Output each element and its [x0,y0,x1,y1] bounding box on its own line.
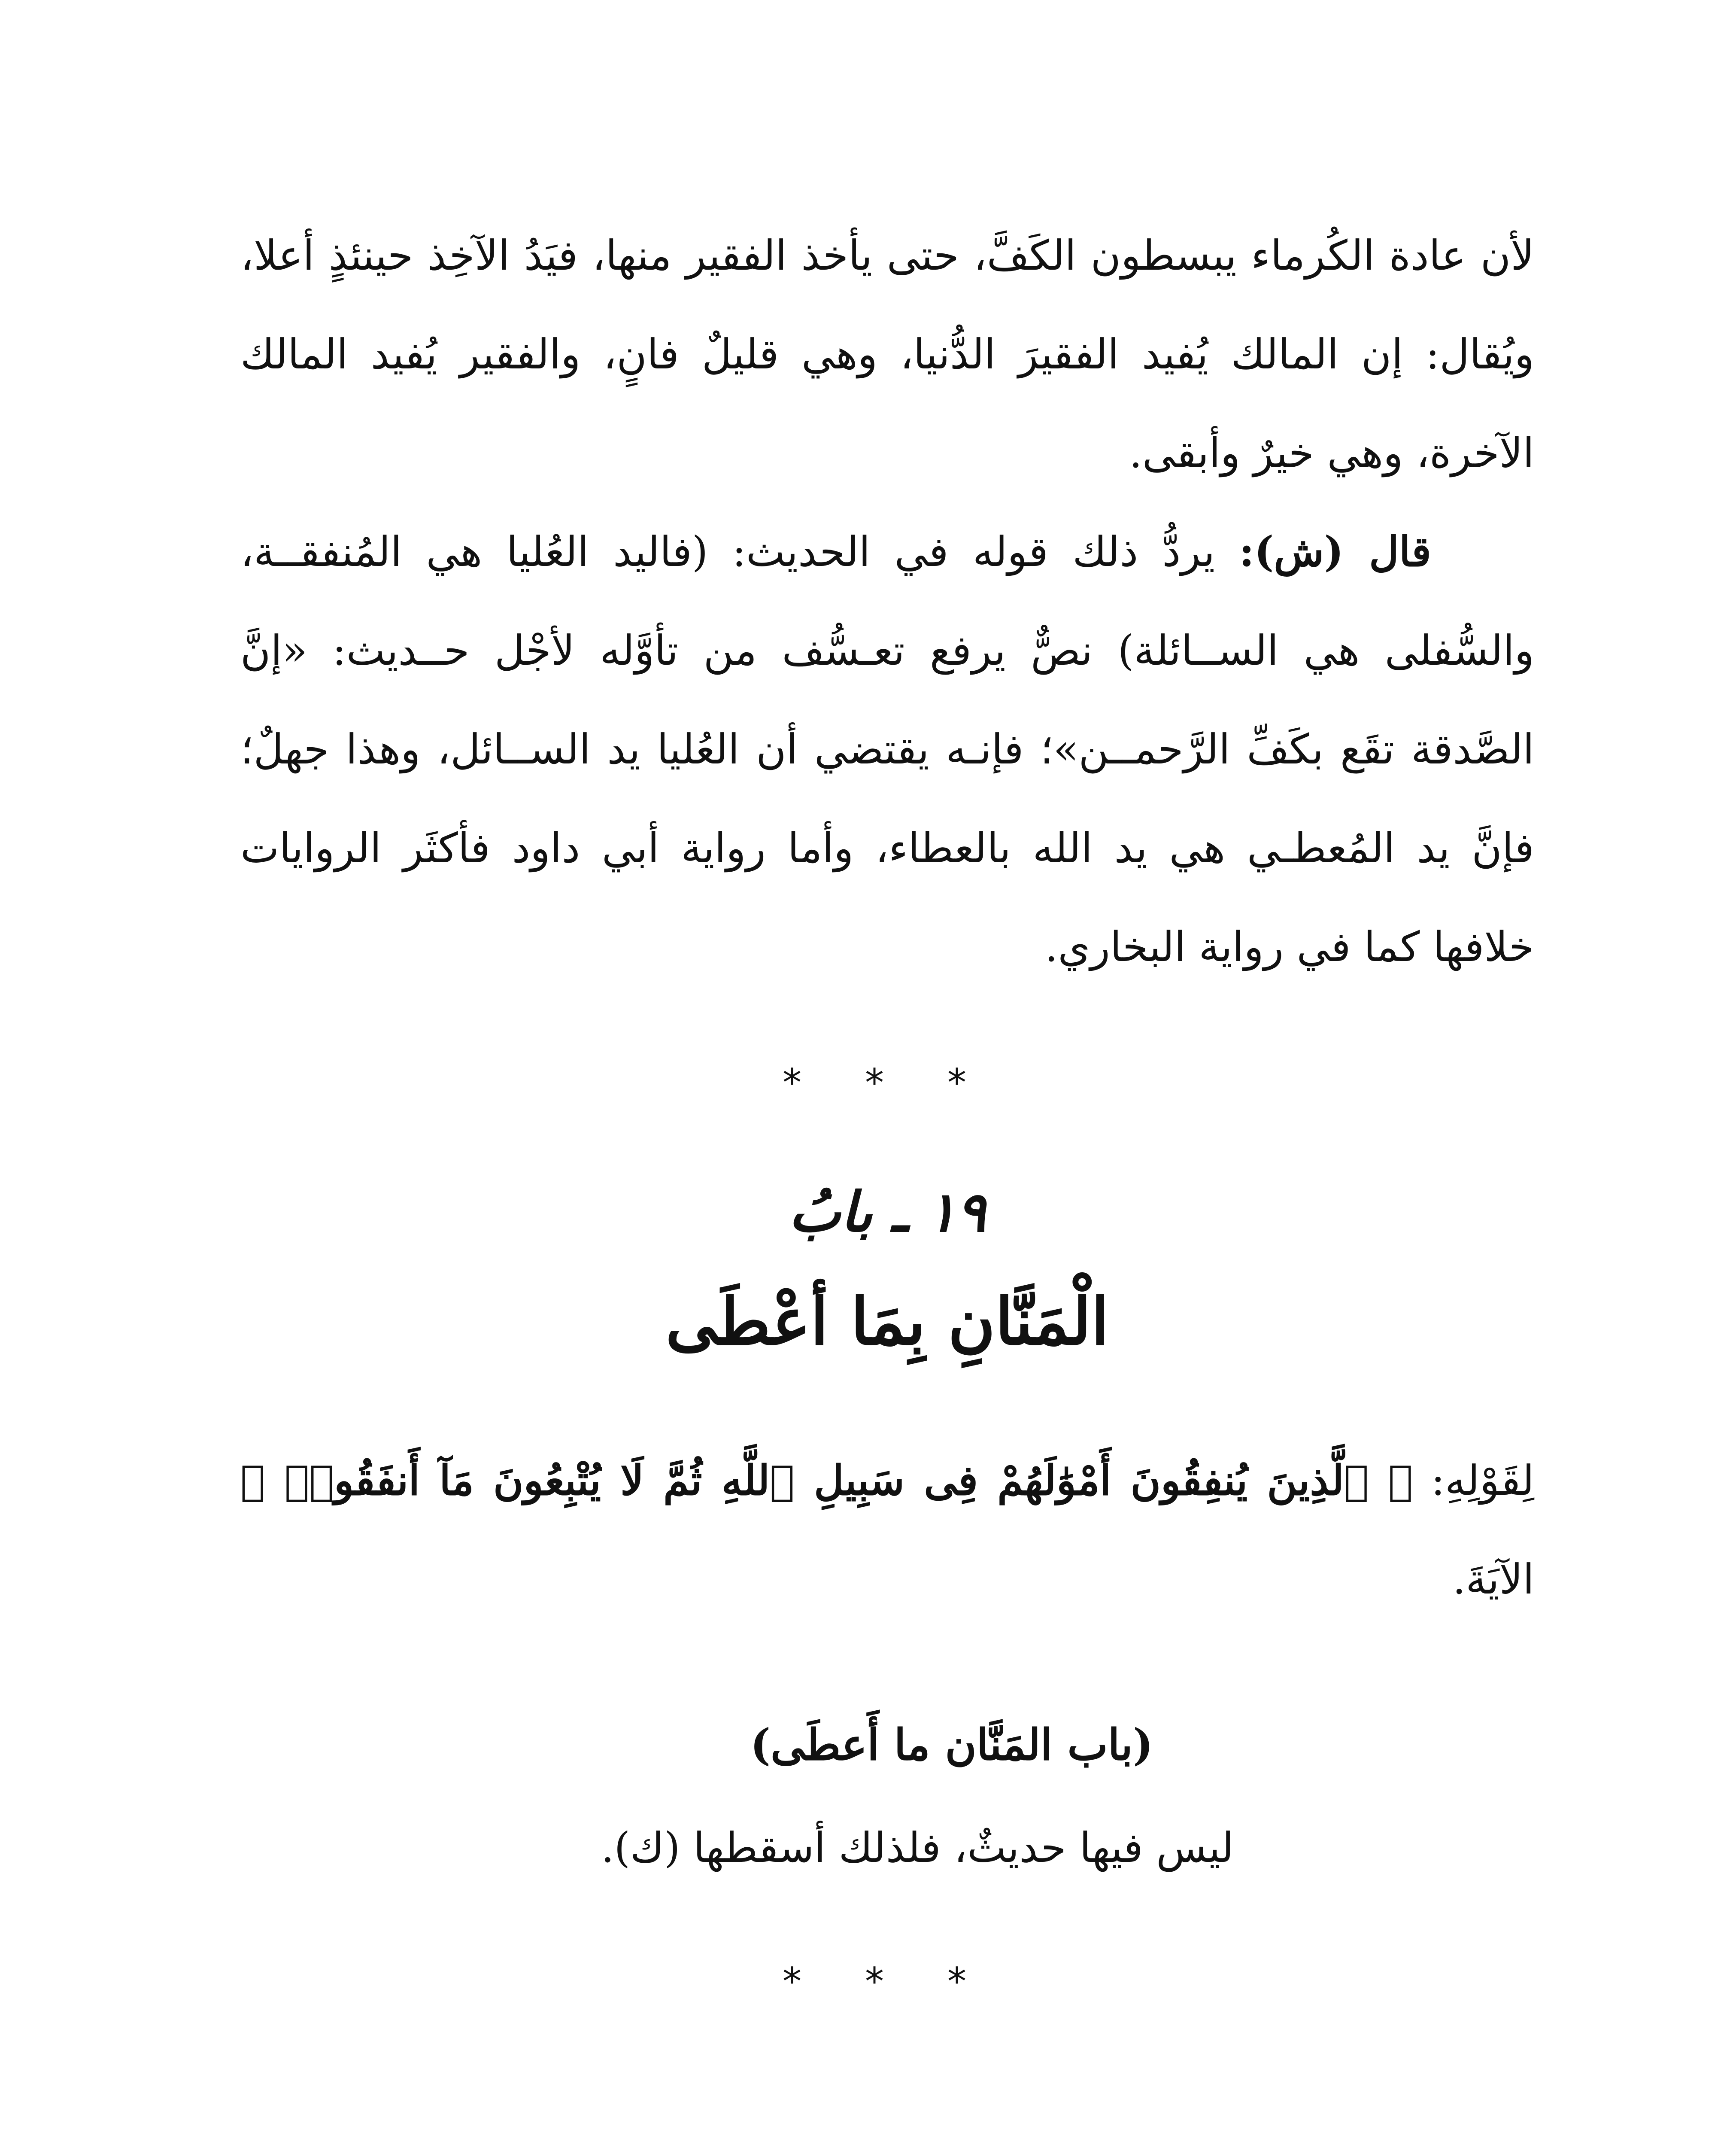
paragraph-1-text: لأن عادة الكُرماء يبسطون الكَفَّ، حتى يأخذ الفقير منها، فيَدُ الآخِذ حينئذٍ أعلا، ويُقال: إن المالك يُفيد الفقيرَ الدُّنيا، وهي قليلٌ فانٍ، والفقير يُفيد المالك الآخرة، وهي خيرٌ وأبقى. [240,231,1534,477]
paragraph-1 [240,206,1534,502]
verse-intro: لِقَوْلِهِ: [1413,1457,1535,1505]
section-separator-1: * * * [783,1061,992,1105]
chapter-title: الْمَنَّانِ بِمَا أعْطَى [665,1284,1109,1359]
commentary-note: ليس فيها حديثٌ، فلذلك أسقطها (ك). [601,1824,1234,1872]
sub-heading: (باب المَنَّان ما أَعطَى) [750,1719,1153,1770]
paragraph-2-text: يردُّ ذلك قوله في الحديث: (فاليد العُليا هي المُنفقــة، والسُّفلى هي الســائلة) نصٌّ يرفع تعـسُّف من تأوَّله لأجْل حــديث: «إنَّ الصَّدقة تقَع بكَفِّ الرَّحمــن»؛ فإنـه يقتضي أن العُليا يد الســائل، وهذا جهلٌ؛ فإنَّ يد المُعطـي هي يد الله بالعطاء، وأما رواية أبي داود فأكثَر الروايات خلافها كما في رواية البخاري. [240,528,1535,971]
section-separator-2: * * * [783,1959,992,2004]
paragraph-2-lead: قال (ش): [1239,527,1432,576]
verse-outro: الآيَةَ. [1452,1555,1534,1603]
paragraph-2 [240,502,1534,996]
chapter-number: ١٩ ـ بابُ [789,1180,986,1244]
verse-paragraph [240,1431,1534,1629]
quran-verse: ﴿ ٱلَّذِينَ يُنفِقُونَ أَمْوَٰلَهُمْ فِى سَبِيلِ ٱللَّهِ ثُمَّ لَا يُتْبِعُونَ مَآ أَنفَقُوا۟ ﴾ [240,1456,1413,1505]
